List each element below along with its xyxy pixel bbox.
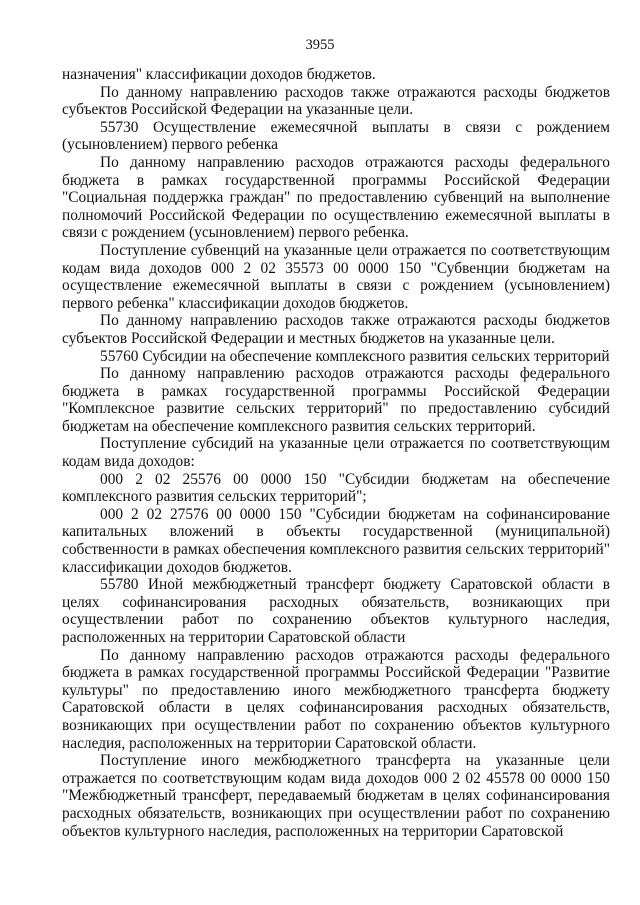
page-number: 3955 <box>305 37 335 53</box>
paragraph: По данному направлению расходов также отражаются расходы бюджетов субъектов Российской Федерации на указанные цели. <box>62 83 610 119</box>
paragraph: По данному направлению расходов отражаются расходы федерального бюджета в рамках государственной программы Российской Федерации "Социальная поддержка граждан" по предоставлению субвенций на выполнение полномочий Российской Федерации по осуществлению ежемесячной выплаты в связи с рождением (усыновлением) первого ребенка. <box>62 153 610 242</box>
section-heading-55760: 55760 Субсидии на обеспечение комплексного развития сельских территорий <box>100 347 610 365</box>
paragraph: По данному направлению расходов отражаются расходы федерального бюджета в рамках государственной программы Российской Федерации "Комплексное развитие сельских территорий" по предоставлению субсидий бюджетам на обеспечение комплексного развития сельских территорий. <box>62 365 610 435</box>
paragraph: Поступление иного межбюджетного трансферта на указанные цели отражается по соответствующим кодам вида доходов 000 2 02 45578 00 0000 150 "Межбюджетный трансферт, передаваемый бюджетам в целях софинансирования расходных обязательств, возникающих при осуществлении работ по сохранению объектов культурного наследия, расположенных на территории Саратовской <box>62 752 610 840</box>
paragraph: Поступление субсидий на указанные цели отражается по соответствующим кодам вида доходов: <box>62 435 610 471</box>
income-code-item: 000 2 02 25576 00 0000 150 "Субсидии бюджетам на обеспечение комплексного развития сельских территорий"; <box>62 470 610 506</box>
income-code-item: 000 2 02 27576 00 0000 150 "Субсидии бюджетам на софинансирование капитальных вложений в объекты государственной (муниципальной) собственности в рамках обеспечения комплексного развития сельских территорий" классификации доходов бюджетов. <box>62 505 610 576</box>
paragraph: По данному направлению расходов отражаются расходы федерального бюджета в рамках государственной программы Российской Федерации "Развитие культуры" по предоставлению иного межбюджетного трансферта бюджету Саратовской области в целях софинансирования расходных обязательств, возникающих при осуществлении работ по сохранению объектов культурного наследия, расположенных на территории Саратовской области. <box>62 646 610 752</box>
section-heading-55780: 55780 Иной межбюджетный трансферт бюджету Саратовской области в целях софинансирования расходных обязательств, возникающих при осуществлении работ по сохранению объектов культурного наследия, расположенных на территории Саратовской области <box>62 576 610 646</box>
paragraph: По данному направлению расходов также отражаются расходы бюджетов субъектов Российской Федерации и местных бюджетов на указанные цели. <box>62 312 610 347</box>
paragraph: Поступление субвенций на указанные цели отражается по соответствующим кодам вида доходов 000 2 02 35573 00 0000 150 "Субвенции бюджетам на осуществление ежемесячной выплаты в связи с рождением (усыновлением) первого ребенка" классификации доходов бюджетов. <box>62 241 610 312</box>
section-heading-55730: 55730 Осуществление ежемесячной выплаты в связи с рождением (усыновлением) первого ребенка <box>62 118 610 154</box>
paragraph-continuation: назначения" классификации доходов бюджетов. <box>62 66 376 83</box>
document-body <box>62 66 610 840</box>
